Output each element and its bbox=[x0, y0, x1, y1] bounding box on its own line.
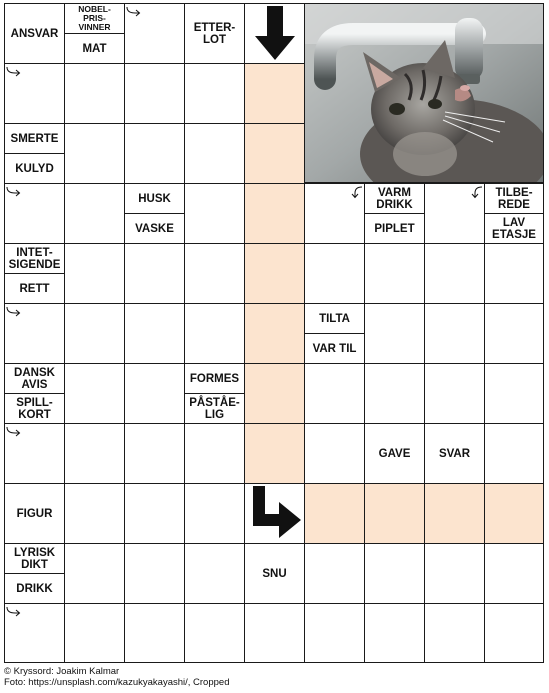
grid-cell[interactable] bbox=[124, 423, 185, 484]
clue-cell bbox=[4, 363, 65, 424]
clue-cell bbox=[4, 483, 65, 544]
grid-cell[interactable] bbox=[424, 183, 485, 244]
clue-husk: HUSK bbox=[138, 192, 171, 205]
clue-mat: MAT bbox=[82, 42, 107, 55]
grid-cell[interactable] bbox=[124, 603, 185, 663]
clue-tilta: TILTA bbox=[319, 312, 350, 325]
clue-cell bbox=[4, 123, 65, 184]
grid-cell[interactable] bbox=[244, 603, 305, 663]
grid-cell[interactable] bbox=[364, 603, 425, 663]
grid-cell[interactable] bbox=[484, 243, 544, 304]
arrow-right-icon bbox=[125, 4, 143, 20]
clue-cell bbox=[64, 3, 125, 64]
grid-cell[interactable] bbox=[4, 63, 65, 124]
arrow-right-icon bbox=[5, 304, 23, 320]
grid-cell[interactable] bbox=[304, 183, 365, 244]
grid-cell[interactable] bbox=[184, 423, 245, 484]
grid-cell[interactable] bbox=[244, 243, 305, 304]
grid-cell[interactable] bbox=[124, 63, 185, 124]
grid-cell[interactable] bbox=[424, 483, 485, 544]
grid-cell[interactable] bbox=[64, 483, 125, 544]
grid-cell[interactable] bbox=[364, 483, 425, 544]
grid-cell[interactable] bbox=[64, 543, 125, 604]
grid-cell[interactable] bbox=[424, 603, 485, 663]
clue-piplet: PIPLET bbox=[374, 222, 415, 235]
grid-cell[interactable] bbox=[64, 603, 125, 663]
clue-dansk-avis: DANSK AVIS bbox=[14, 366, 55, 391]
grid-cell[interactable] bbox=[184, 483, 245, 544]
grid-cell[interactable] bbox=[64, 423, 125, 484]
clue-cell bbox=[184, 3, 245, 64]
arrow-turn-right-icon bbox=[249, 486, 303, 542]
grid-cell[interactable] bbox=[4, 603, 65, 663]
grid-cell[interactable] bbox=[64, 123, 125, 184]
clue-cell bbox=[484, 183, 544, 244]
crossword-grid bbox=[4, 3, 544, 663]
grid-cell[interactable] bbox=[124, 363, 185, 424]
clue-vaske: VASKE bbox=[135, 222, 174, 235]
grid-cell[interactable] bbox=[4, 303, 65, 364]
grid-cell[interactable] bbox=[184, 63, 245, 124]
grid-cell[interactable] bbox=[244, 363, 305, 424]
grid-cell[interactable] bbox=[484, 543, 544, 604]
clue-cell bbox=[364, 183, 425, 244]
clue-var-til: VAR TIL bbox=[312, 342, 357, 355]
clue-svar: SVAR bbox=[438, 447, 471, 460]
credits bbox=[4, 666, 229, 688]
clue-lyrisk-dikt: LYRISK DIKT bbox=[13, 546, 56, 571]
clue-cell bbox=[304, 303, 365, 364]
credit-crossword-author: © Kryssord: Joakim Kalmar bbox=[4, 666, 120, 677]
grid-cell[interactable] bbox=[4, 423, 65, 484]
grid-cell[interactable] bbox=[244, 423, 305, 484]
grid-cell[interactable] bbox=[304, 603, 365, 663]
solution-start-cell bbox=[244, 3, 305, 64]
cat-drinking-photo bbox=[304, 3, 544, 183]
grid-cell[interactable] bbox=[244, 183, 305, 244]
clue-formes: FORMES bbox=[189, 372, 240, 385]
arrow-right-icon bbox=[5, 604, 23, 620]
grid-cell[interactable] bbox=[304, 423, 365, 484]
clue-lav-etasje: LAV ETASJE bbox=[492, 216, 536, 241]
clue-intetsigende: INTET- SIGENDE bbox=[8, 246, 61, 271]
grid-cell[interactable] bbox=[184, 603, 245, 663]
clue-cell bbox=[4, 3, 65, 64]
grid-cell[interactable] bbox=[304, 243, 365, 304]
grid-cell[interactable] bbox=[184, 243, 245, 304]
clue-etterlot: ETTER- LOT bbox=[193, 21, 236, 46]
clue-cell bbox=[364, 423, 425, 484]
grid-cell[interactable] bbox=[424, 303, 485, 364]
clue-cell bbox=[424, 423, 485, 484]
clue-varm-drikk: VARM DRIKK bbox=[376, 186, 413, 211]
grid-cell[interactable] bbox=[484, 363, 544, 424]
clue-nobelprisvinner: NOBEL- PRIS- VINNER bbox=[78, 4, 111, 32]
grid-cell[interactable] bbox=[424, 363, 485, 424]
clue-cell bbox=[4, 543, 65, 604]
clue-cell bbox=[4, 243, 65, 304]
grid-cell[interactable] bbox=[364, 243, 425, 304]
grid-cell[interactable] bbox=[244, 63, 305, 124]
grid-cell[interactable] bbox=[364, 303, 425, 364]
clue-tilberede: TILBE- REDE bbox=[495, 186, 533, 211]
grid-cell[interactable] bbox=[124, 3, 185, 64]
grid-cell[interactable] bbox=[4, 183, 65, 244]
grid-cell[interactable] bbox=[484, 303, 544, 364]
arrow-down-icon bbox=[466, 184, 484, 200]
arrow-right-icon bbox=[5, 424, 23, 440]
clue-snu: SNU bbox=[262, 567, 287, 580]
clue-cell bbox=[124, 183, 185, 244]
grid-cell[interactable] bbox=[64, 363, 125, 424]
clue-pastaelig: PÅSTÅE- LIG bbox=[189, 396, 240, 421]
arrow-down-icon bbox=[253, 6, 297, 62]
grid-cell[interactable] bbox=[64, 183, 125, 244]
grid-cell[interactable] bbox=[124, 483, 185, 544]
clue-rett: RETT bbox=[19, 282, 50, 295]
grid-cell[interactable] bbox=[64, 243, 125, 304]
grid-cell[interactable] bbox=[64, 63, 125, 124]
grid-cell[interactable] bbox=[364, 543, 425, 604]
clue-spillkort: SPILL- KORT bbox=[16, 396, 53, 421]
grid-cell[interactable] bbox=[64, 303, 125, 364]
clue-drikk: DRIKK bbox=[16, 582, 53, 595]
cat-photo-image bbox=[305, 4, 544, 183]
grid-cell[interactable] bbox=[364, 363, 425, 424]
grid-cell[interactable] bbox=[184, 183, 245, 244]
grid-cell[interactable] bbox=[244, 123, 305, 184]
grid-cell[interactable] bbox=[484, 483, 544, 544]
grid-cell[interactable] bbox=[484, 423, 544, 484]
grid-cell[interactable] bbox=[124, 303, 185, 364]
clue-smerte: SMERTE bbox=[10, 132, 59, 145]
grid-cell[interactable] bbox=[124, 243, 185, 304]
clue-ansvar: ANSVAR bbox=[10, 27, 59, 40]
arrow-right-icon bbox=[5, 184, 23, 200]
solution-turn-cell bbox=[244, 483, 305, 544]
grid-cell[interactable] bbox=[244, 303, 305, 364]
clue-kulyd: KULYD bbox=[15, 162, 54, 175]
clue-figur: FIGUR bbox=[16, 507, 53, 520]
grid-cell[interactable] bbox=[424, 243, 485, 304]
clue-cell bbox=[244, 543, 305, 604]
grid-cell[interactable] bbox=[304, 543, 365, 604]
clue-gave: GAVE bbox=[378, 447, 411, 460]
credit-photo-source: Foto: https://unsplash.com/kazukyakayashi/, Cropped bbox=[4, 677, 230, 688]
grid-cell[interactable] bbox=[304, 363, 365, 424]
grid-cell[interactable] bbox=[484, 603, 544, 663]
grid-cell[interactable] bbox=[184, 543, 245, 604]
grid-cell[interactable] bbox=[184, 123, 245, 184]
arrow-down-icon bbox=[346, 184, 364, 200]
grid-cell[interactable] bbox=[124, 543, 185, 604]
grid-cell[interactable] bbox=[184, 303, 245, 364]
clue-cell bbox=[184, 363, 245, 424]
arrow-right-icon bbox=[5, 64, 23, 80]
grid-cell[interactable] bbox=[124, 123, 185, 184]
grid-cell[interactable] bbox=[304, 483, 365, 544]
grid-cell[interactable] bbox=[424, 543, 485, 604]
